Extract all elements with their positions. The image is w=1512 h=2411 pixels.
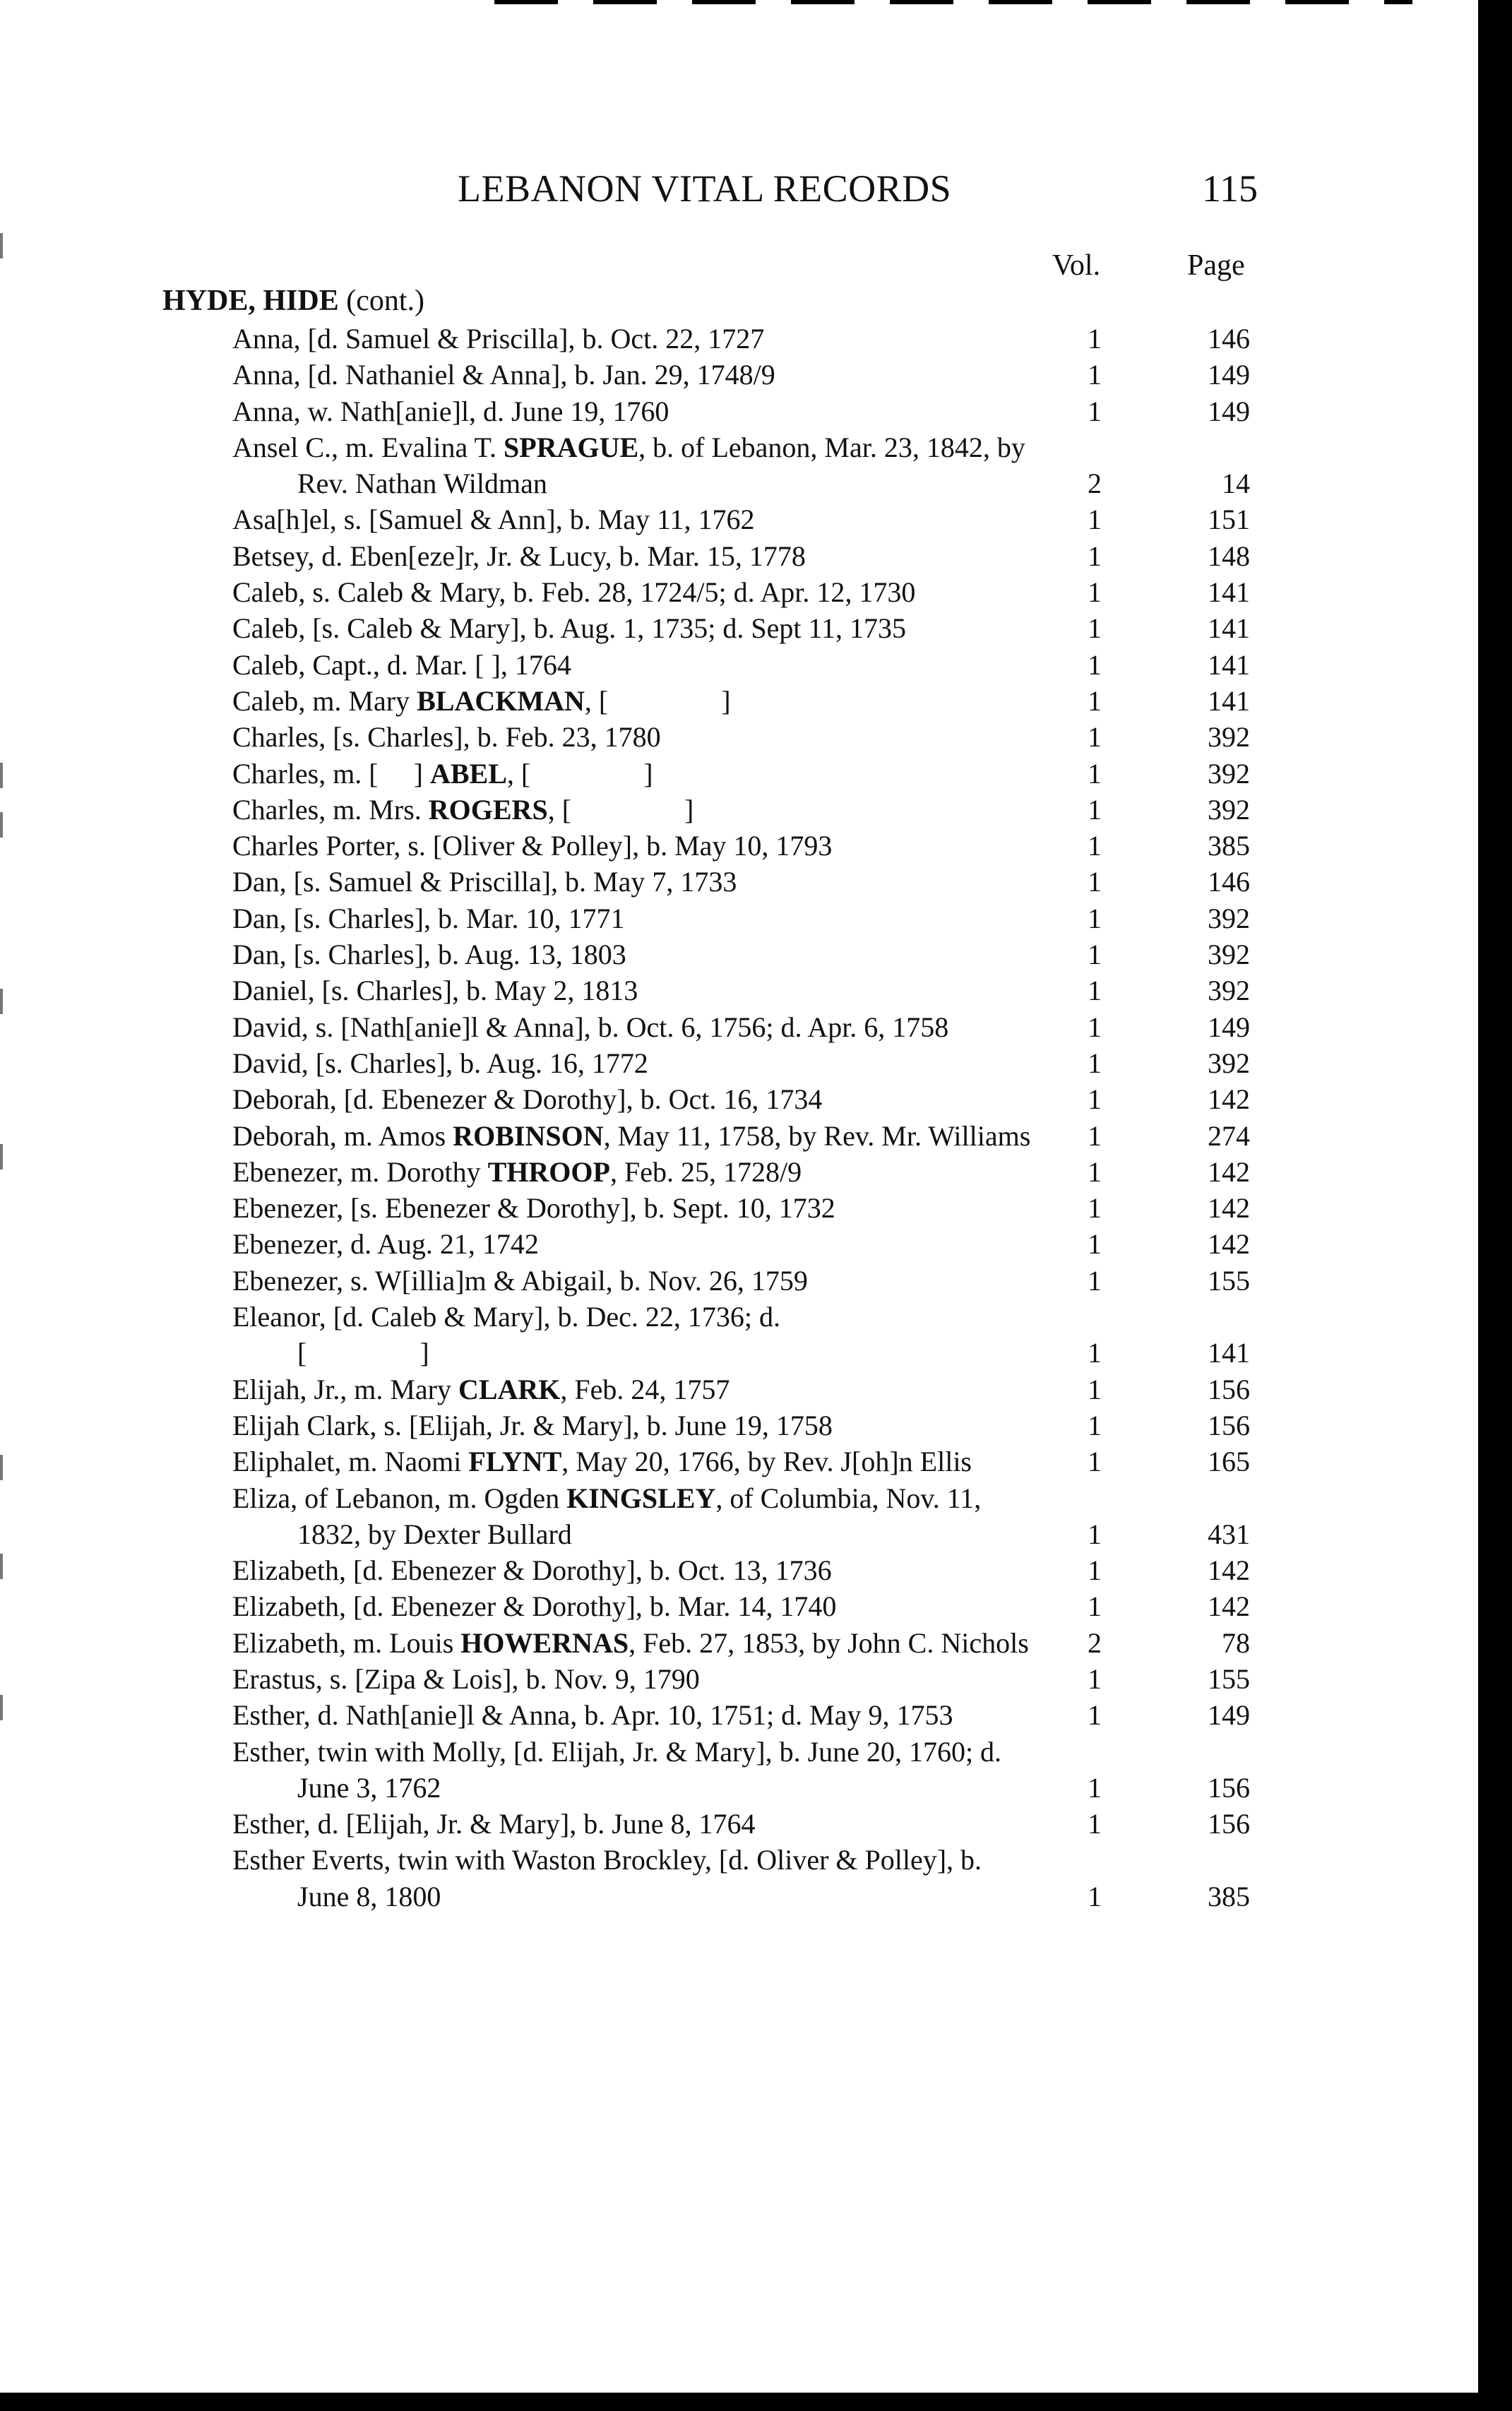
record-detail-end: ]: [419, 1337, 429, 1369]
record-detail: , [s. Ebenezer & Dorothy], b. Sept. 10, 1732: [336, 1192, 835, 1225]
record-page: 149: [1208, 359, 1250, 391]
record-text: [232, 1045, 1032, 1081]
record-volume: 1: [1088, 1880, 1102, 1912]
record-name: Elijah Clark: [232, 1409, 370, 1441]
record-detail: , of Lebanon, m. Ogden: [290, 1482, 567, 1514]
record-volume: 1: [1088, 1119, 1102, 1152]
record-detail: , d. [Elijah, Jr. & Mary], b. June 8, 1764: [303, 1808, 756, 1840]
record-volume: 1: [1088, 1409, 1102, 1441]
record-detail: , [d. Ebenezer & Dorothy], b. Oct. 16, 1734: [329, 1083, 823, 1116]
record-detail-cont: , May 20, 1766, by Rev. J[oh]n Ellis: [561, 1446, 972, 1478]
record-page: 142: [1208, 1590, 1250, 1623]
record-page: 392: [1208, 793, 1250, 826]
record-entry: [0, 1588, 1412, 1624]
record-detail: , s. [Samuel & Ann], b. May 11, 1762: [329, 504, 755, 536]
scan-bottom-edge: [0, 2393, 1512, 2411]
record-name: Caleb: [232, 612, 299, 645]
record-detail: , [d. Samuel & Priscilla], b. Oct. 22, 1727: [293, 323, 765, 355]
record-detail: , [d. Ebenezer & Dorothy], b. Oct. 13, 1736: [339, 1554, 832, 1587]
record-volume: 1: [1088, 323, 1102, 355]
spouse-surname: ABEL: [429, 757, 507, 790]
record-entry: [0, 1661, 1412, 1697]
blank-gap: [571, 794, 684, 826]
record-detail: , s. [Oliver & Polley], b. May 10, 1793: [393, 830, 833, 862]
record-detail: , d. Nath[anie]l & Anna, b. Apr. 10, 1751; d. May 9, 1753: [303, 1699, 953, 1732]
record-name: Deborah: [232, 1083, 330, 1116]
record-page: 392: [1208, 975, 1250, 1007]
record-page: 14: [1222, 468, 1250, 500]
record-detail: , d. Aug. 21, 1742: [336, 1228, 539, 1261]
record-detail: , [s. Charles], b. Aug. 16, 1772: [301, 1047, 648, 1079]
record-entry: [0, 900, 1412, 936]
record-text: [232, 1588, 1032, 1624]
record-entry: [0, 1226, 1412, 1262]
record-entry: [0, 1009, 1412, 1045]
record-text: [232, 1480, 1032, 1553]
record-entry: [0, 864, 1412, 900]
scan-right-edge: [1478, 0, 1512, 2411]
page-number: 115: [1202, 167, 1258, 210]
record-page: 392: [1208, 902, 1250, 934]
record-volume: 1: [1088, 1771, 1102, 1804]
record-name: David: [232, 1011, 302, 1043]
record-name: Charles: [232, 793, 319, 826]
spouse-surname: SPRAGUE: [504, 431, 639, 463]
spouse-surname: HOWERNAS: [460, 1626, 629, 1659]
record-detail: , s. [Nath[anie]l & Anna], b. Oct. 6, 1756; d. Apr. 6, 1758: [301, 1011, 949, 1043]
record-detail-cont: , [: [547, 793, 572, 826]
record-volume: 1: [1088, 576, 1102, 609]
record-volume: 1: [1088, 359, 1102, 391]
record-volume: 1: [1088, 1518, 1102, 1550]
spouse-surname: FLYNT: [468, 1446, 562, 1478]
record-text: [232, 1407, 1032, 1443]
record-detail-cont: , Feb. 27, 1853, by John C. Nichols: [629, 1626, 1029, 1659]
record-detail-cont: , [: [506, 757, 531, 790]
record-detail: , s. [Elijah, Jr. & Mary], b. June 19, 1758: [369, 1409, 833, 1441]
record-detail-cont: [: [297, 1337, 307, 1369]
record-detail: , s. [Zipa & Lois], b. Nov. 9, 1790: [315, 1662, 700, 1695]
record-entry: [0, 1154, 1412, 1190]
record-detail: , m. Louis: [339, 1626, 461, 1659]
running-title: LEBANON VITAL RECORDS: [458, 167, 952, 210]
record-entry: [0, 538, 1412, 574]
record-volume: 1: [1088, 866, 1102, 898]
record-text: [232, 1625, 1032, 1661]
record-text: [232, 1226, 1032, 1262]
spouse-surname: CLARK: [458, 1373, 561, 1405]
record-entry: [0, 719, 1412, 755]
record-entry: [0, 1190, 1412, 1226]
record-page: 392: [1208, 721, 1250, 754]
record-entry: [0, 1443, 1412, 1480]
record-entry: [0, 1480, 1412, 1553]
record-text: [232, 1661, 1032, 1697]
record-detail: , [d. Nathaniel & Anna], b. Jan. 29, 1748/9: [293, 359, 775, 391]
record-text: [232, 501, 1032, 537]
record-name: Eliphalet: [232, 1446, 335, 1478]
record-page: 274: [1208, 1119, 1250, 1152]
record-detail-cont: , Feb. 24, 1757: [560, 1373, 730, 1405]
record-text: [232, 756, 1032, 792]
record-text: [232, 538, 1032, 574]
record-text: [232, 1009, 1032, 1045]
record-name: Charles: [232, 757, 319, 790]
column-header-vol: Vol.: [1052, 249, 1101, 282]
record-entry: [0, 501, 1412, 537]
record-name: Anna: [232, 359, 294, 391]
record-detail: , m. Mrs.: [319, 793, 429, 826]
record-name: Elijah: [232, 1373, 300, 1405]
record-text: [232, 719, 1032, 755]
record-text: [232, 1842, 1032, 1915]
record-volume: 1: [1088, 1446, 1102, 1478]
record-name: Dan: [232, 939, 280, 971]
record-detail: , m. Dorothy: [336, 1155, 488, 1188]
record-entry: [0, 1842, 1412, 1915]
record-entry: [0, 610, 1412, 646]
record-volume: 2: [1088, 1626, 1102, 1659]
record-entry: [0, 756, 1412, 792]
record-entry: [0, 574, 1412, 610]
surname-heading: [162, 284, 424, 318]
record-page: 141: [1208, 576, 1250, 609]
record-volume: 1: [1088, 1083, 1102, 1116]
record-entry: [0, 1407, 1412, 1443]
record-entry: [0, 1263, 1412, 1299]
record-page: 142: [1208, 1554, 1250, 1587]
record-text: [232, 357, 1032, 393]
record-detail: , [s. Charles], b. May 2, 1813: [307, 975, 638, 1007]
record-entry: [0, 1371, 1412, 1407]
record-text: [232, 321, 1032, 357]
record-volume: 1: [1088, 648, 1102, 681]
record-volume: 1: [1088, 1662, 1102, 1695]
record-page: 156: [1208, 1373, 1250, 1405]
record-detail: , w. Nath[anie]l, d. June 19, 1760: [293, 395, 669, 427]
record-page: 431: [1208, 1518, 1250, 1550]
record-volume: 1: [1088, 395, 1102, 427]
record-text: [232, 1443, 1032, 1480]
record-text: [232, 1118, 1032, 1154]
record-page: 155: [1208, 1662, 1250, 1695]
record-page: 141: [1208, 648, 1250, 681]
record-volume: 1: [1088, 1699, 1102, 1732]
record-page: 151: [1208, 504, 1250, 536]
record-volume: 1: [1088, 721, 1102, 754]
record-page: 149: [1208, 395, 1250, 427]
record-page: 146: [1208, 323, 1250, 355]
record-name: Esther Everts: [232, 1844, 384, 1876]
record-detail: , m. Amos: [329, 1119, 453, 1152]
record-volume: 1: [1088, 684, 1102, 717]
record-text: [232, 900, 1032, 936]
spouse-surname: BLACKMAN: [417, 684, 585, 717]
record-detail: , [s. Charles], b. Aug. 13, 1803: [279, 939, 626, 971]
record-entry: [0, 683, 1412, 719]
record-entry: [0, 429, 1412, 502]
record-name: Ebenezer: [232, 1228, 337, 1261]
record-volume: 1: [1088, 939, 1102, 971]
record-detail-end: ]: [721, 684, 731, 717]
scan-top-edge: [494, 0, 1412, 4]
record-name: David: [232, 1047, 302, 1079]
record-entry: [0, 357, 1412, 393]
record-name: Elizabeth: [232, 1626, 340, 1659]
record-entry: [0, 647, 1412, 683]
record-detail: , m. Evalina T.: [331, 431, 504, 463]
column-header-page: Page: [1187, 249, 1245, 282]
record-volume: 1: [1088, 1590, 1102, 1623]
record-detail: , [d. Ebenezer & Dorothy], b. Mar. 14, 1740: [339, 1590, 837, 1623]
record-entry: [0, 393, 1412, 429]
blank-gap: [306, 1337, 419, 1369]
record-text: [232, 936, 1032, 972]
record-entry: [0, 828, 1412, 864]
record-page: 142: [1208, 1228, 1250, 1261]
record-volume: 1: [1088, 1011, 1102, 1043]
record-text: [232, 1154, 1032, 1190]
record-volume: 1: [1088, 1047, 1102, 1079]
record-detail: , [s. Samuel & Priscilla], b. May 7, 1733: [279, 866, 737, 898]
record-name: Daniel: [232, 975, 308, 1007]
record-entry: [0, 972, 1412, 1008]
record-name: Dan: [232, 902, 280, 934]
record-name: Caleb: [232, 576, 299, 609]
record-text: [232, 683, 1032, 719]
record-page: 156: [1208, 1771, 1250, 1804]
record-detail: , d. Eben[eze]r, Jr. & Lucy, b. Mar. 15, 1778: [307, 540, 806, 572]
record-entry: [0, 1552, 1412, 1588]
record-volume: 2: [1088, 468, 1102, 500]
record-entry: [0, 1045, 1412, 1081]
record-detail-cont: , May 11, 1758, by Rev. Mr. Williams: [603, 1119, 1031, 1152]
record-detail-end: ]: [684, 793, 694, 826]
record-name: Esther: [232, 1808, 304, 1840]
record-volume: 1: [1088, 830, 1102, 862]
record-detail-cont: , Feb. 25, 1728/9: [609, 1155, 802, 1188]
spouse-surname: KINGSLEY: [566, 1482, 716, 1514]
record-volume: 1: [1088, 1337, 1102, 1369]
record-text: [232, 610, 1032, 646]
record-page: 149: [1208, 1699, 1250, 1732]
record-page: 385: [1208, 830, 1250, 862]
record-volume: 1: [1088, 504, 1102, 536]
record-volume: 1: [1088, 1192, 1102, 1225]
record-name: Esther: [232, 1735, 304, 1768]
record-entry: [0, 1299, 1412, 1371]
record-detail: , Capt., d. Mar. [ ], 1764: [298, 648, 571, 681]
blank-gap: [530, 758, 643, 790]
record-entry: [0, 1118, 1412, 1154]
record-detail: , s. W[illia]m & Abigail, b. Nov. 26, 1759: [336, 1264, 808, 1297]
record-detail: , twin with Molly, [d. Elijah, Jr. & Mary], b. June 20, 1760; d. June 3, 1762: [297, 1735, 1009, 1804]
record-name: Anna: [232, 395, 294, 427]
record-text: [232, 1552, 1032, 1588]
record-entry: [0, 1697, 1412, 1733]
record-text: [232, 864, 1032, 900]
record-page: 385: [1208, 1880, 1250, 1912]
spouse-surname: THROOP: [487, 1155, 610, 1188]
record-volume: 1: [1088, 1554, 1102, 1587]
record-name: Charles: [232, 721, 319, 754]
record-entry: [0, 1806, 1412, 1842]
record-detail: , m. Naomi: [334, 1446, 469, 1478]
record-name: Esther: [232, 1699, 304, 1732]
record-name: Ebenezer: [232, 1264, 337, 1297]
record-text: [232, 1081, 1032, 1117]
record-name: Caleb: [232, 648, 299, 681]
record-volume: 1: [1088, 540, 1102, 572]
record-volume: 1: [1088, 612, 1102, 645]
record-name: Elizabeth: [232, 1554, 340, 1587]
record-detail: , Jr., m. Mary: [299, 1373, 458, 1405]
record-detail: , [d. Caleb & Mary], b. Dec. 22, 1736; d.: [319, 1301, 787, 1333]
record-name: Eliza: [232, 1482, 291, 1514]
record-name: Eleanor: [232, 1301, 319, 1333]
record-page: 142: [1208, 1192, 1250, 1225]
record-page: 148: [1208, 540, 1250, 572]
record-text: [232, 647, 1032, 683]
record-detail: , twin with Waston Brockley, [d. Oliver & Polley], b. June 8, 1800: [297, 1844, 989, 1912]
record-page: 149: [1208, 1011, 1250, 1043]
record-page: 392: [1208, 757, 1250, 790]
record-name: Anna: [232, 323, 294, 355]
record-detail: , m. [ ]: [319, 757, 430, 790]
record-page: 156: [1208, 1409, 1250, 1441]
record-detail: , s. Caleb & Mary, b. Feb. 28, 1724/5; d. Apr. 12, 1730: [298, 576, 916, 609]
record-name: Deborah: [232, 1119, 330, 1152]
record-detail: , [s. Caleb & Mary], b. Aug. 1, 1735; d. Sept 11, 1735: [298, 612, 906, 645]
record-page: 156: [1208, 1808, 1250, 1840]
record-detail-end: ]: [643, 757, 653, 790]
record-page: 146: [1208, 866, 1250, 898]
record-name: Dan: [232, 866, 280, 898]
record-entry: [0, 936, 1412, 972]
record-page: 78: [1222, 1626, 1250, 1659]
record-name: Betsey: [232, 540, 308, 572]
record-volume: 1: [1088, 1808, 1102, 1840]
record-name: Erastus: [232, 1662, 316, 1695]
record-page: 392: [1208, 1047, 1250, 1079]
record-name: Elizabeth: [232, 1590, 340, 1623]
record-text: [232, 792, 1032, 828]
spouse-surname: ROBINSON: [453, 1119, 604, 1152]
record-detail-cont: , of Columbia, Nov. 11, 1832, by Dexter Bullard: [297, 1482, 989, 1550]
record-page: 142: [1208, 1155, 1250, 1188]
record-detail: , [s. Charles], b. Mar. 10, 1771: [279, 902, 625, 934]
record-volume: 1: [1088, 975, 1102, 1007]
record-name: Asa[h]el: [232, 504, 330, 536]
record-name: Caleb: [232, 684, 299, 717]
record-name: Ebenezer: [232, 1155, 337, 1188]
record-volume: 1: [1088, 902, 1102, 934]
record-text: [232, 1806, 1032, 1842]
record-text: [232, 1371, 1032, 1407]
record-text: [232, 1263, 1032, 1299]
spouse-surname: ROGERS: [428, 793, 548, 826]
record-text: [232, 574, 1032, 610]
record-volume: 1: [1088, 1373, 1102, 1405]
record-page: 155: [1208, 1264, 1250, 1297]
record-text: [232, 828, 1032, 864]
record-page: 141: [1208, 612, 1250, 645]
record-detail: , m. Mary: [298, 684, 417, 717]
record-volume: 1: [1088, 1228, 1102, 1261]
record-entry: [0, 792, 1412, 828]
record-entry: [0, 321, 1412, 357]
record-name: Ebenezer: [232, 1192, 337, 1225]
surname-note: (cont.): [346, 285, 424, 317]
record-text: [232, 393, 1032, 429]
record-volume: 1: [1088, 793, 1102, 826]
record-volume: 1: [1088, 757, 1102, 790]
record-text: [232, 429, 1032, 502]
record-page: 141: [1208, 684, 1250, 717]
surname: HYDE, HIDE: [162, 285, 339, 317]
record-page: 165: [1208, 1446, 1250, 1478]
record-text: [232, 972, 1032, 1008]
record-page: 392: [1208, 939, 1250, 971]
record-detail: , [s. Charles], b. Feb. 23, 1780: [319, 721, 661, 754]
record-volume: 1: [1088, 1264, 1102, 1297]
record-text: [232, 1697, 1032, 1733]
record-text: [232, 1190, 1032, 1226]
record-text: [232, 1299, 1032, 1371]
record-name: Charles Porter: [232, 830, 394, 862]
record-volume: 1: [1088, 1155, 1102, 1188]
record-text: [232, 1734, 1032, 1806]
record-page: 141: [1208, 1337, 1250, 1369]
record-list: [0, 321, 1412, 1915]
record-name: Ansel C.: [232, 431, 331, 463]
blank-gap: [608, 685, 721, 717]
record-entry: [0, 1081, 1412, 1117]
record-detail-cont: , [: [584, 684, 609, 717]
record-entry: [0, 1734, 1412, 1806]
record-detail-cont: , b. of Lebanon, Mar. 23, 1842, by Rev. Nathan Wildman: [297, 431, 1032, 500]
record-entry: [0, 1625, 1412, 1661]
record-page: 142: [1208, 1083, 1250, 1116]
